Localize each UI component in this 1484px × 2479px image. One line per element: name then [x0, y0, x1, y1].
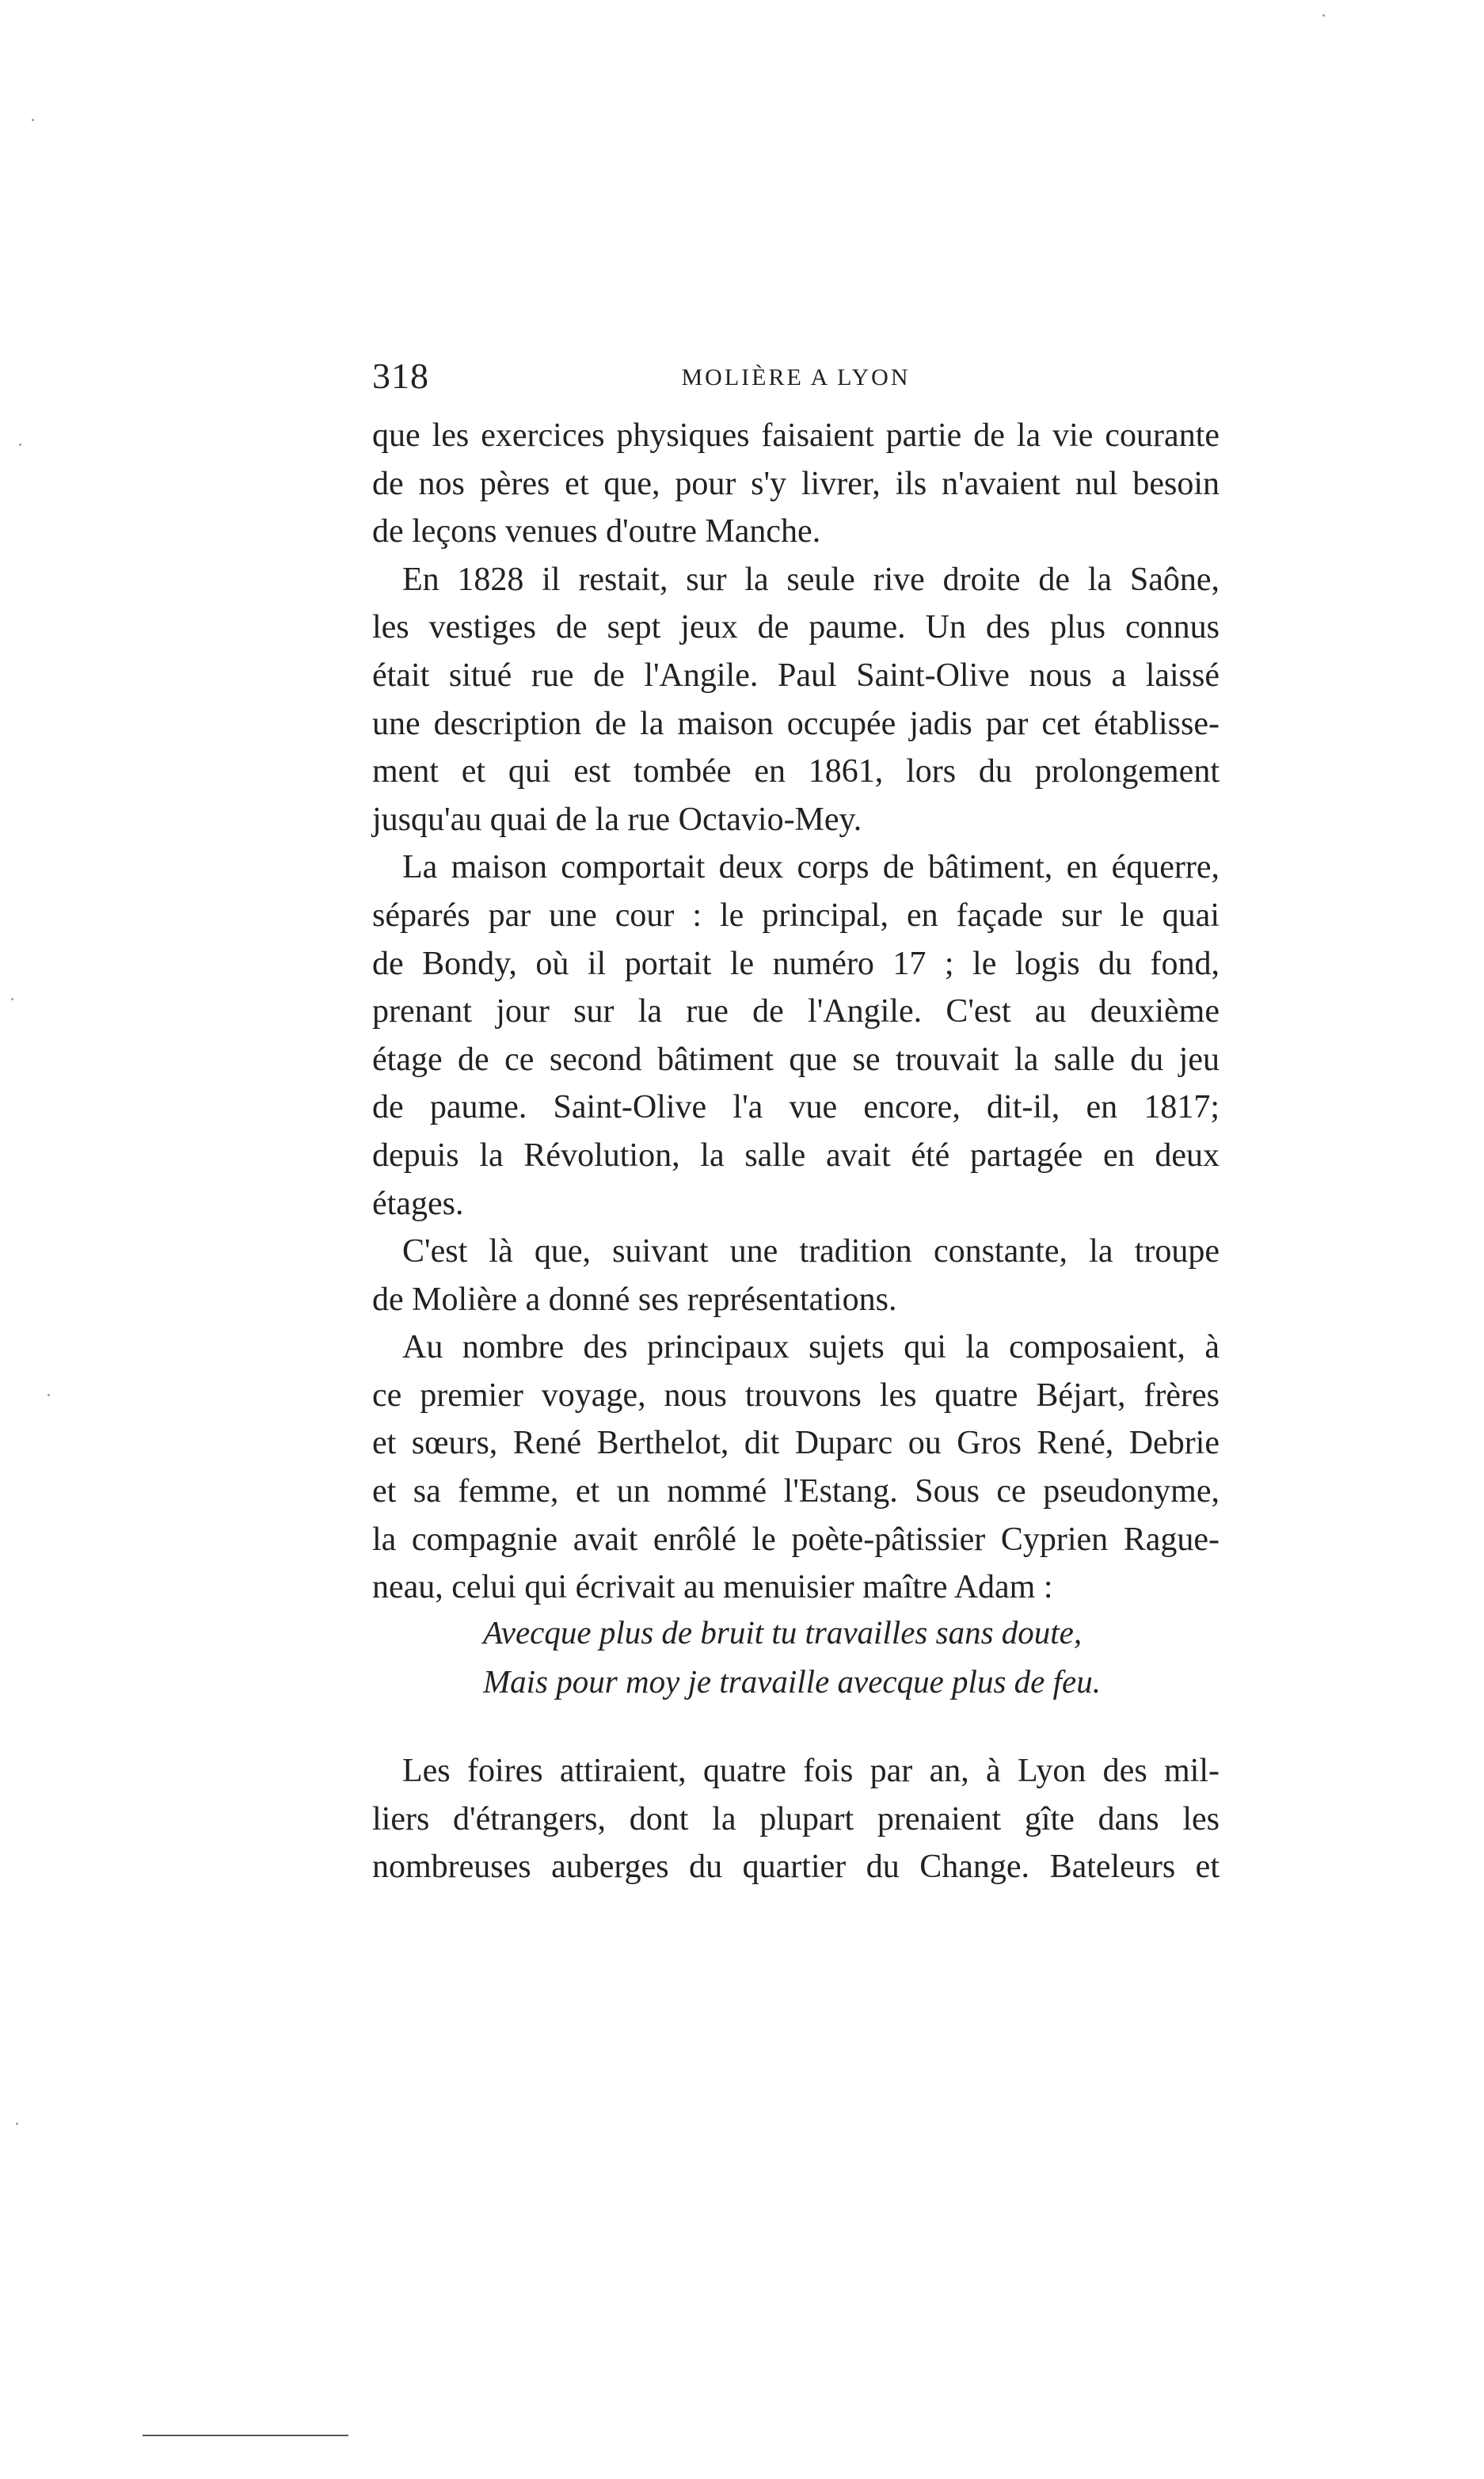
paragraph-2 — [372, 556, 1220, 844]
text-line: nombreuses auberges du quartier du Change. Bateleurs et — [372, 1849, 1220, 1886]
text-line: une description de la maison occupée jadis par cet établisse- — [372, 705, 1220, 742]
running-title: MOLIÈRE A LYON — [681, 364, 911, 390]
text-line: de Bondy, où il portait le numéro 17 ; le logis du fond, — [372, 945, 1220, 982]
text-line: de paume. Saint-Olive l'a vue encore, dit-il, en 1817; — [372, 1089, 1220, 1126]
text-line: les vestiges de sept jeux de paume. Un des plus connus — [372, 609, 1220, 646]
paper-speck — [32, 119, 34, 121]
paper-speck — [1322, 14, 1325, 17]
text-line: étage de ce second bâtiment que se trouvait la salle du jeu — [372, 1041, 1220, 1078]
verse-line: Mais pour moy je travaille avecque plus de feu. — [483, 1663, 1101, 1700]
text-line: ce premier voyage, nous trouvons les quatre Béjart, frères — [372, 1377, 1220, 1414]
text-line: Au nombre des principaux sujets qui la composaient, à — [402, 1329, 1220, 1366]
text-line: jusqu'au quai de la rue Octavio-Mey. — [372, 801, 862, 838]
body-text — [372, 412, 1220, 1612]
text-line: la compagnie avait enrôlé le poète-pâtissier Cyprien Rague- — [372, 1521, 1220, 1558]
text-line: séparés par une cour : le principal, en façade sur le quai — [372, 897, 1220, 934]
paragraph-3 — [372, 843, 1220, 1228]
paper-speck — [19, 444, 21, 446]
paragraph-4 — [372, 1228, 1220, 1323]
text-line: étages. — [372, 1185, 464, 1222]
text-line: et sa femme, et un nommé l'Estang. Sous ce pseudonyme, — [372, 1473, 1220, 1510]
text-line: ment et qui est tombée en 1861, lors du prolongement — [372, 753, 1220, 790]
paper-speck — [48, 1394, 50, 1396]
text-line: Les foires attiraient, quatre fois par an, à Lyon des mil- — [402, 1753, 1220, 1789]
text-line: de leçons venues d'outre Manche. — [372, 513, 821, 550]
text-line: que les exercices physiques faisaient partie de la vie courante — [372, 417, 1220, 454]
text-line: de nos pères et que, pour s'y livrer, ils n'avaient nul besoin — [372, 465, 1220, 502]
text-line: et sœurs, René Berthelot, dit Duparc ou Gros René, Debrie — [372, 1425, 1220, 1462]
final-paragraph-block — [372, 1747, 1220, 1891]
text-line: neau, celui qui écrivait au menuisier maître Adam : — [372, 1569, 1053, 1606]
verse-quotation — [483, 1608, 1196, 1706]
page-header — [372, 355, 1220, 402]
text-line: prenant jour sur la rue de l'Angile. C'est au deuxième — [372, 993, 1220, 1030]
paper-speck — [11, 998, 13, 1000]
paper-speck — [16, 2123, 18, 2125]
paragraph-6 — [372, 1747, 1220, 1891]
text-line: En 1828 il restait, sur la seule rive droite de la Saône, — [402, 561, 1220, 598]
text-line: liers d'étrangers, dont la plupart prenaient gîte dans les — [372, 1800, 1220, 1837]
text-line: était situé rue de l'Angile. Paul Saint-Olive nous a laissé — [372, 657, 1220, 694]
text-line: de Molière a donné ses représentations. — [372, 1281, 897, 1318]
paragraph-1 — [372, 412, 1220, 556]
paragraph-5 — [372, 1323, 1220, 1612]
page-number: 318 — [372, 356, 429, 396]
footer-rule — [143, 2435, 348, 2436]
text-line: La maison comportait deux corps de bâtiment, en équerre, — [402, 849, 1220, 886]
text-line: depuis la Révolution, la salle avait été partagée en deux — [372, 1137, 1220, 1174]
verse-line: Avecque plus de bruit tu travailles sans doute, — [483, 1614, 1083, 1651]
text-line: C'est là que, suivant une tradition constante, la troupe — [402, 1233, 1220, 1270]
